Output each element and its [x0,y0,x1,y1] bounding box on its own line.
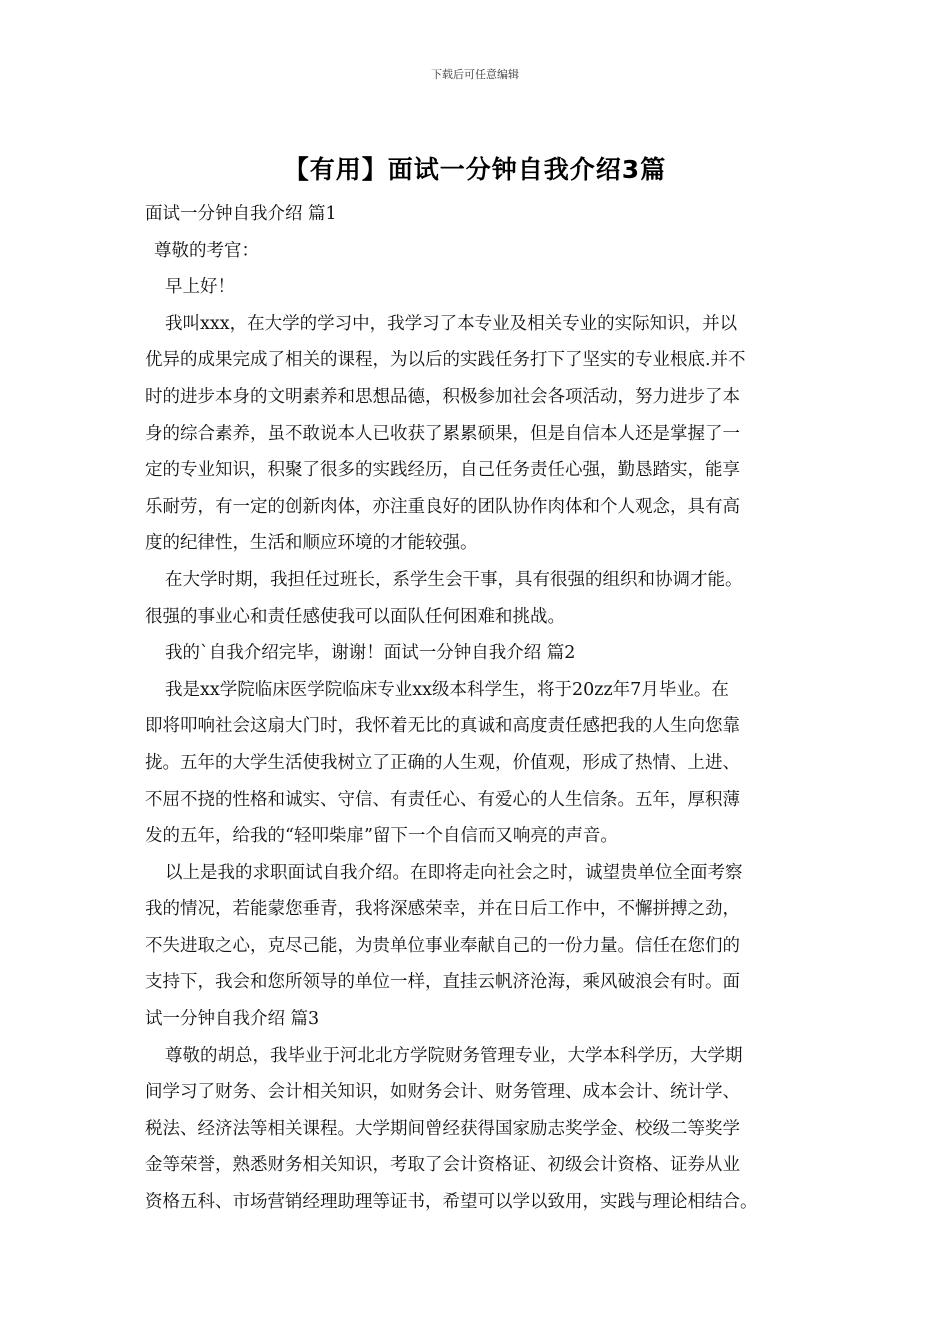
text-line: 试一分钟自我介绍 篇3 [145,1009,320,1030]
text-line: 早上好！ [165,277,235,298]
text-line: 优异的成果完成了相关的课程，为以后的实践任务打下了坚实的专业根底.并不 [145,350,746,371]
text-line: 在大学时期，我担任过班长，系学生会干事，具有很强的组织和协调才能。 [165,569,743,590]
text-line: 税法、经济法等相关课程。大学期间曾经获得国家励志奖学金、校级二等奖学 [145,1118,740,1139]
text-line: 以上是我的求职面试自我介绍。在即将走向社会之时，诚望贵单位全面考察 [165,862,743,883]
text-line: 面试一分钟自我介绍 篇1 [145,204,337,224]
text-line: 尊敬的考官： [154,240,259,261]
document-title: 【有用】面试一分钟自我介绍3篇 [283,155,667,184]
text-line: 我的情况，若能蒙您垂青，我将深感荣幸，并在日后工作中，不懈拼搏之劲， [145,899,740,920]
text-line: 支持下，我会和您所领导的单位一样，直挂云帆济沧海，乘风破浪会有时。面 [145,972,740,993]
text-line: 定的专业知识，积聚了很多的实践经历，自己任务责任心强，勤恳踏实，能享 [145,460,740,481]
document-body [145,196,821,1221]
text-line: 时的进步本身的文明素养和思想品德，积极参加社会各项活动，努力进步了本 [145,386,740,407]
text-line: 乐耐劳，有一定的创新肉体，亦注重良好的团队协作肉体和个人观念，具有高 [145,496,740,517]
text-line: 我叫xxx，在大学的学习中，我学习了本专业及相关专业的实际知识，并以 [165,313,738,334]
text-line: 资格五科、市场营销经理助理等证书，希望可以学以致用，实践与理论相结合。 [145,1192,758,1213]
text-line: 发的五年，给我的“轻叩柴扉”留下一个自信而又响亮的声音。 [145,826,618,847]
text-line: 不屈不挠的性格和诚实、守信、有责任心、有爱心的人生信条。五年，厚积薄 [145,789,740,810]
text-line: 不失进取之心，克尽己能，为贵单位事业奉献自己的一份力量。信任在您们的 [145,935,740,956]
text-line: 我的`自我介绍完毕，谢谢！面试一分钟自我介绍 篇2 [165,643,576,664]
text-line: 我是xx学院临床医学院临床专业xx级本科学生，将于20zz年7月毕业。在 [165,679,729,700]
text-line: 度的纪律性，生活和顺应环境的才能较强。 [145,533,478,554]
header-note: 下载后可任意编辑 [431,68,519,81]
text-line: 尊敬的胡总，我毕业于河北北方学院财务管理专业，大学本科学历，大学期 [165,1045,743,1066]
text-line: 很强的事业心和责任感使我可以面队任何困难和挑战。 [145,606,565,627]
text-line: 身的综合素养，虽不敢说本人已收获了累累硕果，但是自信本人还是掌握了一 [145,423,740,444]
text-line: 拢。五年的大学生活使我树立了正确的人生观，价值观，形成了热情、上进、 [145,752,740,773]
text-line: 金等荣誉，熟悉财务相关知识，考取了会计资格证、初级会计资格、证券从业 [145,1155,740,1176]
text-line: 间学习了财务、会计相关知识，如财务会计、财务管理、成本会计、统计学、 [145,1082,740,1103]
text-line: 即将叩响社会这扇大门时，我怀着无比的真诚和高度责任感把我的人生向您靠 [145,716,740,737]
